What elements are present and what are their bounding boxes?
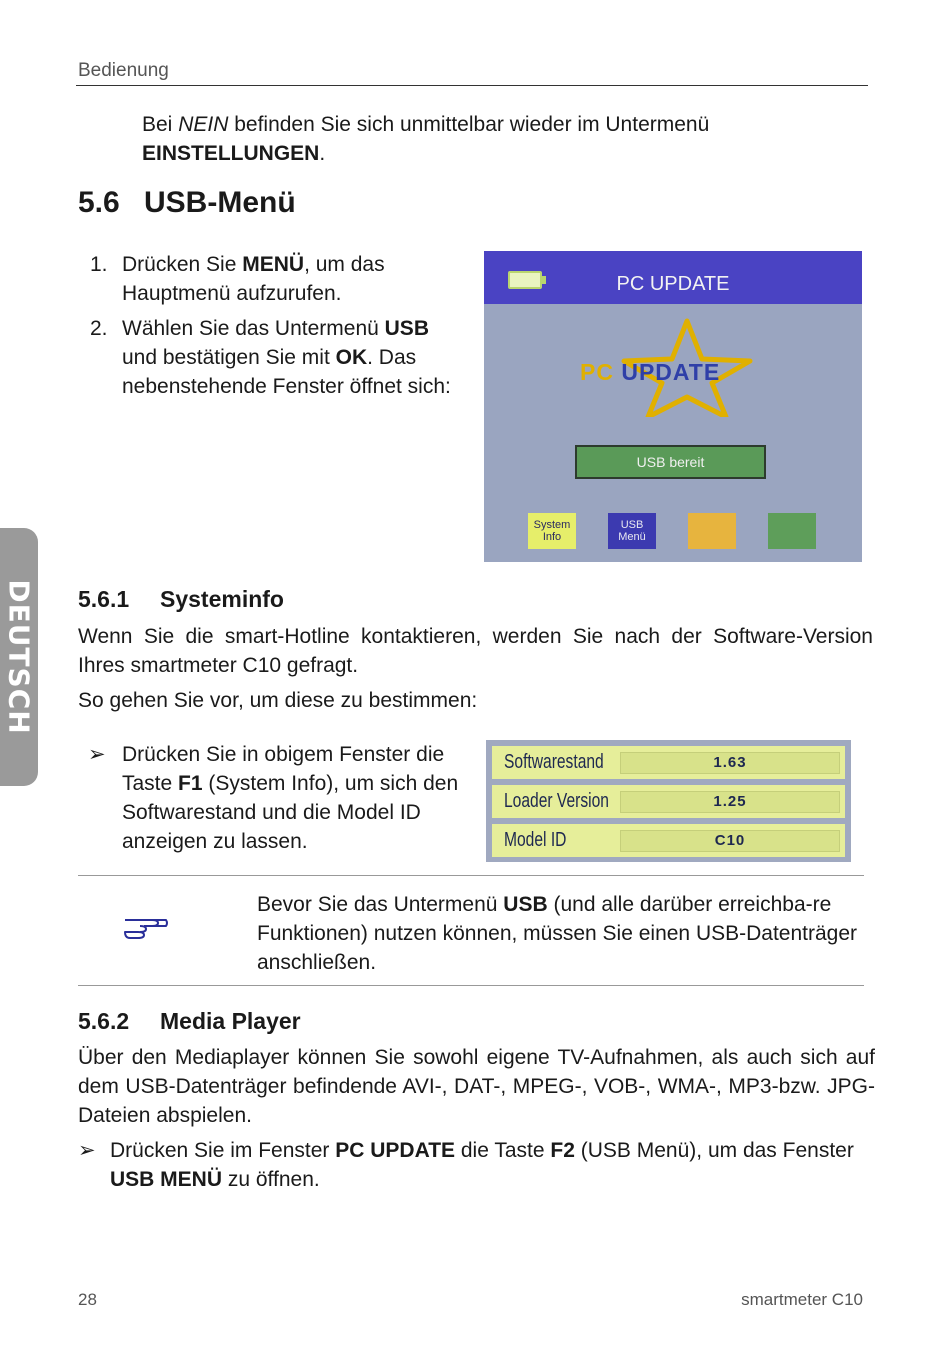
version-label: Model ID	[504, 829, 567, 851]
page-number: 28	[78, 1290, 97, 1309]
note-bold: USB	[503, 893, 548, 916]
green-function-button[interactable]	[768, 513, 816, 549]
systeminfo-paragraph: Wenn Sie die smart-Hotline kontaktieren, werden Sie nach der Software-Version Ihres smartmeter C10 gefragt.	[78, 625, 873, 677]
step-text: und bestätigen Sie mit	[122, 346, 336, 369]
button-label: System Info	[533, 519, 571, 543]
note-text	[257, 890, 862, 977]
step-bold: OK	[335, 346, 368, 369]
media-player-paragraph: Über den Mediaplayer können Sie sowohl eigene TV-Aufnahmen, als auch sich auf dem USB-Datenträger befindende AVI-, DAT-, MPEG-, VOB-, WMA-, MP3-bzw. JPG-Dateien abspielen.	[78, 1046, 875, 1127]
arrow-bullet-icon: ➢	[88, 743, 106, 766]
pc-update-screen	[484, 251, 862, 562]
step-number: 1.	[90, 253, 108, 276]
subsection-number: 5.6.2	[78, 1008, 130, 1034]
bullet-text: (USB Menü), um das Fenster	[574, 1139, 854, 1162]
version-info-panel	[486, 740, 851, 862]
version-value: C10	[620, 830, 840, 852]
language-side-tab	[0, 528, 38, 786]
usb-menu-button[interactable]	[608, 513, 656, 549]
section-heading-5-6-1	[78, 586, 284, 613]
version-row	[492, 746, 845, 779]
bullet-bold: F1	[178, 772, 203, 795]
note-text-part: (und alle darüber erreichba-re Funktionen) nutzen können, müssen Sie einen USB-Datenträger anschließen.	[257, 893, 858, 974]
logo-pc: PC	[580, 359, 614, 385]
subsection-title: Systeminfo	[160, 586, 284, 612]
version-row	[492, 785, 845, 818]
note-text-part: Bevor Sie das Untermenü	[257, 893, 504, 916]
section-number: 5.6	[78, 186, 120, 219]
step-text: . Das nebenstehende Fenster öffnet sich:	[122, 346, 451, 398]
systeminfo-intro: So gehen Sie vor, um diese zu bestimmen:	[78, 689, 478, 712]
bullet-bold: USB MENÜ	[110, 1168, 223, 1191]
media-player-bullet	[78, 1136, 868, 1194]
bullet-text: die Taste	[455, 1139, 551, 1162]
section-heading-5-6	[78, 186, 296, 220]
version-label: Loader Version	[504, 790, 609, 812]
steps-list	[78, 250, 468, 407]
step-number: 2.	[90, 317, 108, 340]
step-text: Wählen Sie das Untermenü	[122, 317, 385, 340]
intro-nein: NEIN	[178, 113, 229, 136]
step-bold: MENÜ	[242, 253, 305, 276]
pc-update-logo	[580, 359, 720, 386]
version-label: Softwarestand	[504, 751, 604, 773]
system-info-button[interactable]	[528, 513, 576, 549]
version-value: 1.63	[620, 752, 840, 774]
step-text: , um das Hauptmenü aufzurufen.	[122, 253, 385, 305]
arrow-bullet-icon: ➢	[78, 1139, 96, 1162]
button-label: USB Menü	[618, 519, 646, 543]
step-bold: USB	[384, 317, 429, 340]
side-tab-label: DEUTSCH	[2, 579, 36, 735]
section-heading-5-6-2	[78, 1008, 301, 1035]
version-value: 1.25	[620, 791, 840, 813]
logo-update: UPDATE	[621, 359, 721, 385]
note-bottom-rule	[78, 985, 864, 986]
section-title: USB-Menü	[144, 186, 296, 219]
usb-status-box: USB bereit	[575, 445, 766, 479]
version-row	[492, 824, 845, 857]
note-top-rule	[78, 875, 864, 876]
bullet-text: zu öffnen.	[222, 1168, 320, 1191]
subsection-title: Media Player	[160, 1008, 301, 1034]
bullet-text: (System Info), um sich den Softwarestand und die Model ID anzeigen zu lassen.	[122, 772, 459, 853]
running-header: Bedienung	[78, 60, 169, 81]
product-name: smartmeter C10	[741, 1290, 863, 1309]
systeminfo-bullet	[88, 740, 482, 856]
intro-post: .	[319, 142, 326, 165]
step-item	[78, 250, 468, 308]
yellow-function-button[interactable]	[688, 513, 736, 549]
step-text: Drücken Sie	[122, 253, 243, 276]
step-item	[78, 314, 468, 401]
bullet-bold: F2	[550, 1139, 575, 1162]
bullet-text: Drücken Sie in obigem Fenster die Taste	[122, 743, 445, 795]
intro-einstellungen: EINSTELLUNGEN	[142, 142, 320, 165]
bullet-text: Drücken Sie im Fenster	[110, 1139, 336, 1162]
intro-paragraph	[142, 110, 842, 168]
subsection-number: 5.6.1	[78, 586, 130, 612]
header-rule	[76, 85, 868, 86]
intro-pre: Bei	[142, 113, 179, 136]
bullet-bold: PC UPDATE	[335, 1139, 456, 1162]
intro-mid: befinden Sie sich unmittelbar wieder im Untermenü	[228, 113, 710, 136]
screen-title: PC UPDATE	[616, 273, 730, 295]
pointing-hand-icon	[122, 910, 170, 940]
